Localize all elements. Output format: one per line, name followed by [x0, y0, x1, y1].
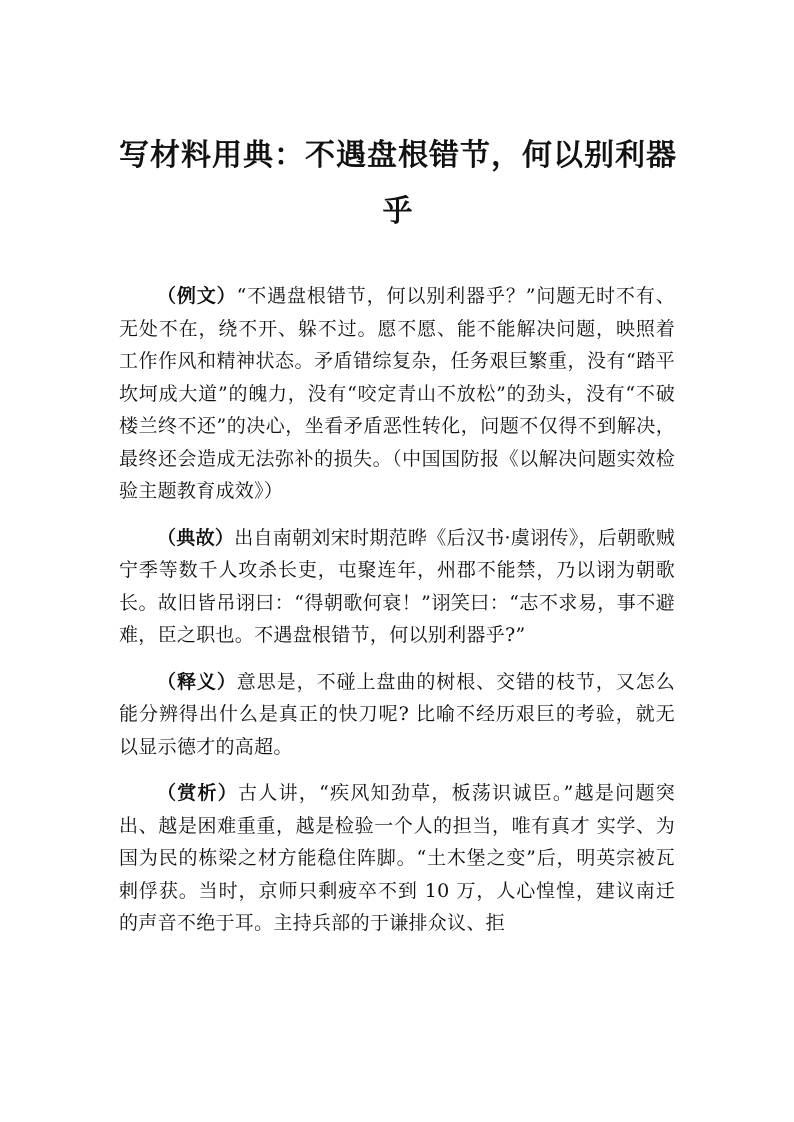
- paragraph-text: 意思是，不碰上盘曲的树根、交错的枝节，又怎么能分辨得出什么是真正的快刀呢? 比喻不经历艰巨的考验，就无以显示德才的高超。: [119, 670, 675, 758]
- document-title: 写材料用典：不遇盘根错节，何以别利器乎: [119, 138, 677, 229]
- paragraph-label: （释义）: [157, 670, 237, 693]
- paragraph-label: （赏析）: [157, 782, 239, 804]
- paragraph-example: [119, 280, 675, 508]
- paragraph-text: 出自南朝刘宋时期范晔《后汉书·虞诩传》，后朝歌贼宁季等数千人攻杀长吏，屯聚连年，州郡不能禁，乃以诩为朝歌长。故旧皆吊诩曰：“得朝歌何衰！”诩笑曰：“志不求易，事不避难，臣之职也。不遇盘根错节，何以别利器乎?”: [119, 526, 675, 646]
- paragraph-appreciation: [119, 777, 675, 940]
- paragraph-text: “不遇盘根错节，何以别利器乎？”问题无时不有、无处不在，绕不开、躲不过。愿不愿、能不能解决问题，映照着工作作风和精神状态。矛盾错综复杂，任务艰巨繁重，没有“踏平坎坷成大道”的魄力，没有“咬定青山不放松”的劲头，没有“不破楼兰终不还”的决心，坐看矛盾恶性转化，问题不仅得不到解决，最终还会造成无法弥补的损失。（中国国防报《以解决问题实效检验主题教育成效》）: [119, 285, 676, 502]
- paragraph-label: （典故）: [157, 526, 235, 549]
- document-body: [119, 280, 675, 954]
- paragraph-allusion: [119, 522, 675, 652]
- paragraph-label: （例文）: [157, 285, 237, 307]
- paragraph-meaning: [119, 666, 675, 764]
- paragraph-text: 古人讲，“疾风知劲草，板荡识诚臣。”越是问题突出、越是困难重重，越是检验一个人的担当，唯有真才 实学、为国为民的栋梁之材方能稳住阵脚。“土木堡之变”后，明英宗被瓦剌俘获。当时，京师只剩疲卒不到 10 万，人心惶惶，建议南迁的声音不绝于耳。主持兵部的于谦排众议、拒: [119, 782, 676, 934]
